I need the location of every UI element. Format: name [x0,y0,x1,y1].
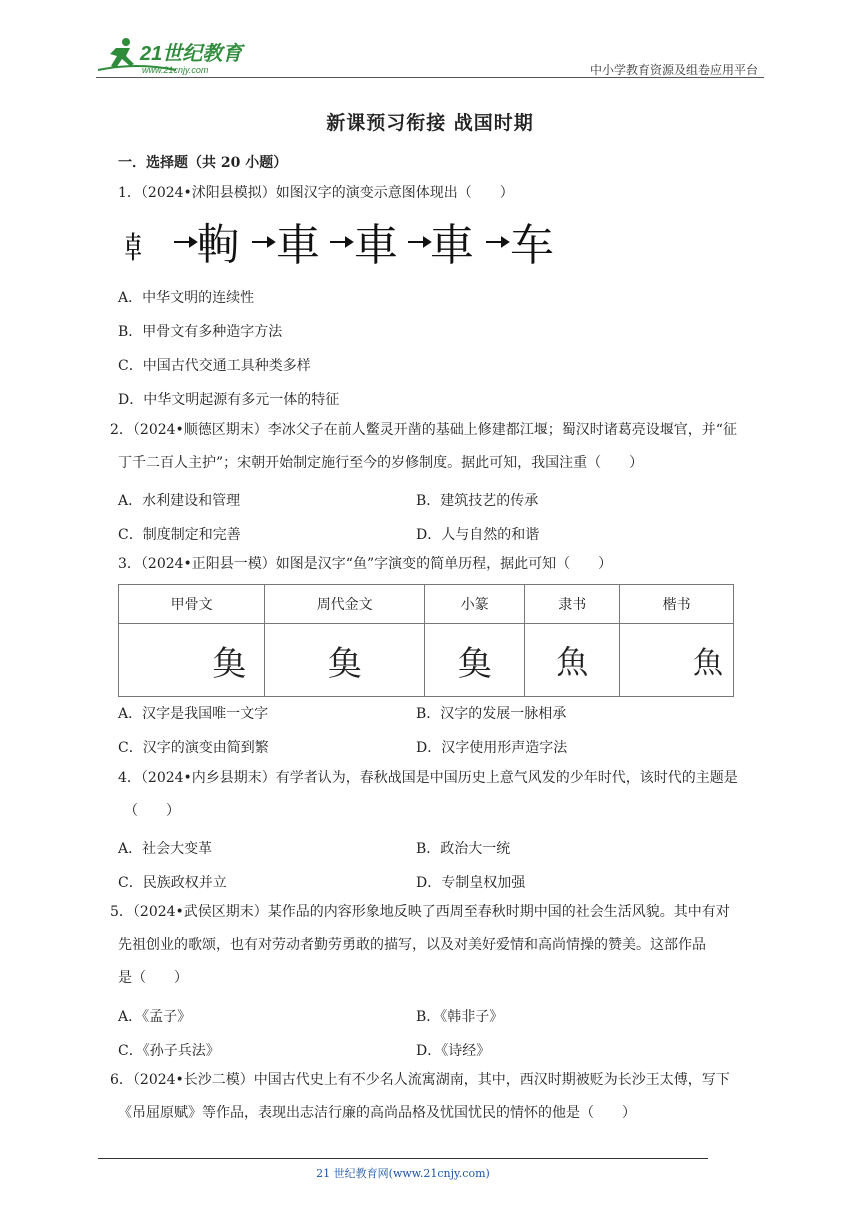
question-2 [110,414,760,480]
option-b: B．建筑技艺的传承 [416,493,539,509]
question-stem-line: 4．（2024•内乡县期末）有学者认为，春秋战国是中国历史上意气风发的少年时代，该时代的主题是 [118,770,738,786]
table-header-cell: 甲骨文 [119,585,265,624]
option-d: D．专制皇权加强 [416,875,526,891]
question-stem-line: 2．（2024•顺德区期末）李冰父子在前人鳖灵开凿的基础上修建都江堰；蜀汉时诸葛亮设堰官，并“征 [110,422,737,438]
option-b: B．甲骨文有多种造字方法 [118,324,283,340]
glyph-cell: 𩵋 [119,624,265,697]
question-3 [118,548,768,581]
question-stem-line: 《吊屈原赋》等作品，表现出志洁行廉的高尚品格及忧国忧民的情怀的他是（ ） [118,1105,636,1121]
che-evolution-figure [118,212,558,270]
table-header-cell: 小篆 [425,585,525,624]
question-5 [110,896,760,995]
option-d: D．中华文明起源有多元一体的特征 [118,392,340,408]
question-stem-line: 丁千二百人主护”；宋朝开始制定施行至今的岁修制度。据此可知，我国注重（ ） [118,455,644,471]
option-c: C．民族政权并立 [118,875,227,891]
question-1 [118,177,768,210]
table-header-cell: 楷书 [620,585,734,624]
option-c: C．《孙子兵法》 [118,1043,220,1059]
option-d: D．《诗经》 [416,1043,491,1059]
table-header-cell: 隶书 [525,585,620,624]
page-title: 新课预习衔接 战国时期 [326,112,534,134]
option-a: A．社会大变革 [118,841,213,857]
option-b: B．政治大一统 [416,841,511,857]
option-c: C．制度制定和完善 [118,527,241,543]
glyph-cell: 𩵋 [265,624,425,697]
question-6 [110,1064,760,1130]
question-stem-line: 5．（2024•武侯区期末）某作品的内容形象地反映了西周至春秋时期中国的社会生活风貌。其中有对 [110,904,730,920]
option-b: B．汉字的发展一脉相承 [416,706,567,722]
question-stem-line: （ ） [124,803,180,819]
page-header [96,36,764,78]
footer-text: 21 世纪教育网(www.21cnjy.com) [316,1167,490,1180]
option-a: A．中华文明的连续性 [118,290,255,306]
question-stem-line: 3．（2024•正阳县一模）如图是汉字“鱼”字演变的简单历程，据此可知（ ） [118,556,613,572]
option-d: D．人与自然的和谐 [416,527,540,543]
option-c: C．汉字的演变由简到繁 [118,740,269,756]
evolution-glyph: 𠦝 [118,231,148,266]
logo [96,36,266,76]
glyph-cell: 魚 [525,624,620,697]
evolution-glyph: 车 [510,220,554,270]
fish-evolution-table [118,584,734,697]
section-heading: 一．选择题（共 20 小题） [118,155,288,171]
header-divider [96,77,764,78]
option-c: C．中国古代交通工具种类多样 [118,358,311,374]
glyph-cell: 𩵋 [425,624,525,697]
question-stem-line: 1．（2024•沭阳县模拟）如图汉字的演变示意图体现出（ ） [118,185,514,201]
option-a: A．《孟子》 [118,1009,192,1025]
logo-text: 21世纪教育 [140,43,243,65]
logo-url: www.21cnjy.com [142,65,209,75]
option-a: A．汉字是我国唯一文字 [118,706,269,722]
evolution-glyph: 車 [354,220,398,270]
platform-name: 中小学教育资源及组卷应用平台 [589,63,758,77]
glyph-cell: 魚 [620,624,734,697]
evolution-glyph: 車 [430,220,474,270]
evolution-glyph: 𨋮 [196,220,240,270]
option-a: A．水利建设和管理 [118,493,241,509]
option-b: B．《韩非子》 [416,1009,504,1025]
question-stem-line: 是（ ） [118,970,188,986]
question-4 [118,762,768,828]
evolution-glyph: 車 [276,220,320,270]
question-stem-line: 6．（2024•长沙二模）中国古代史上有不少名人流寓湖南，其中，西汉时期被贬为长沙王太傅，写下 [110,1072,730,1088]
footer-divider [98,1158,708,1159]
question-stem-line: 先祖创业的歌颂，也有对劳动者勤劳勇敢的描写，以及对美好爱情和高尚情操的赞美。这部作品 [118,937,706,953]
option-d: D．汉字使用形声造字法 [416,740,568,756]
table-header-cell: 周代金文 [265,585,425,624]
